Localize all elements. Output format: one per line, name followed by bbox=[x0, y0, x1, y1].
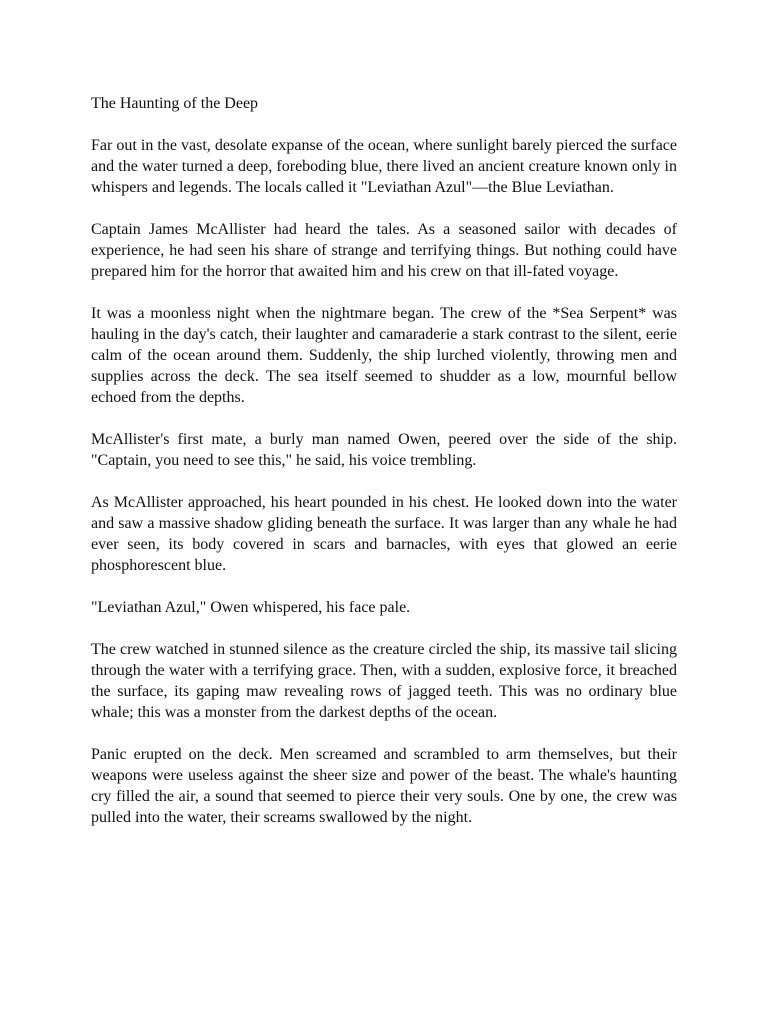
document-title: The Haunting of the Deep bbox=[91, 95, 259, 112]
paragraph-6: "Leviathan Azul," Owen whispered, his face pale. bbox=[91, 599, 411, 616]
paragraph-5: As McAllister approached, his heart pounded in his chest. He looked down into the water and saw a massive shadow gliding beneath the surface. It was larger than any whale he had ever seen, its body covered in scars and barnacles, with eyes that glowed an eerie phosphorescent blue. bbox=[91, 494, 677, 574]
paragraph-7: The crew watched in stunned silence as the creature circled the ship, its massive tail slicing through the water with a terrifying grace. Then, with a sudden, explosive force, it breached the surface, its gaping maw revealing rows of jagged teeth. This was no ordinary blue whale; this was a monster from the darkest depths of the ocean. bbox=[91, 641, 677, 721]
paragraph-2: Captain James McAllister had heard the tales. As a seasoned sailor with decades of experience, he had seen his share of strange and terrifying things. But nothing could have prepared him for the horror that awaited him and his crew on that ill-fated voyage. bbox=[91, 221, 677, 280]
paragraph-3: It was a moonless night when the nightmare began. The crew of the *Sea Serpent* was hauling in the day's catch, their laughter and camaraderie a stark contrast to the silent, eerie calm of the ocean around them. Suddenly, the ship lurched violently, throwing men and supplies across the deck. The sea itself seemed to shudder as a low, mournful bellow echoed from the depths. bbox=[91, 305, 677, 406]
document-page bbox=[91, 93, 677, 849]
paragraph-8: Panic erupted on the deck. Men screamed and scrambled to arm themselves, but their weapons were useless against the sheer size and power of the beast. The whale's haunting cry filled the air, a sound that seemed to pierce their very souls. One by one, the crew was pulled into the water, their screams swallowed by the night. bbox=[91, 746, 677, 826]
paragraph-1: Far out in the vast, desolate expanse of the ocean, where sunlight barely pierced the surface and the water turned a deep, foreboding blue, there lived an ancient creature known only in whispers and legends. The locals called it "Leviathan Azul"—the Blue Leviathan. bbox=[91, 137, 677, 196]
paragraph-4: McAllister's first mate, a burly man named Owen, peered over the side of the ship. "Captain, you need to see this," he said, his voice trembling. bbox=[91, 431, 677, 469]
